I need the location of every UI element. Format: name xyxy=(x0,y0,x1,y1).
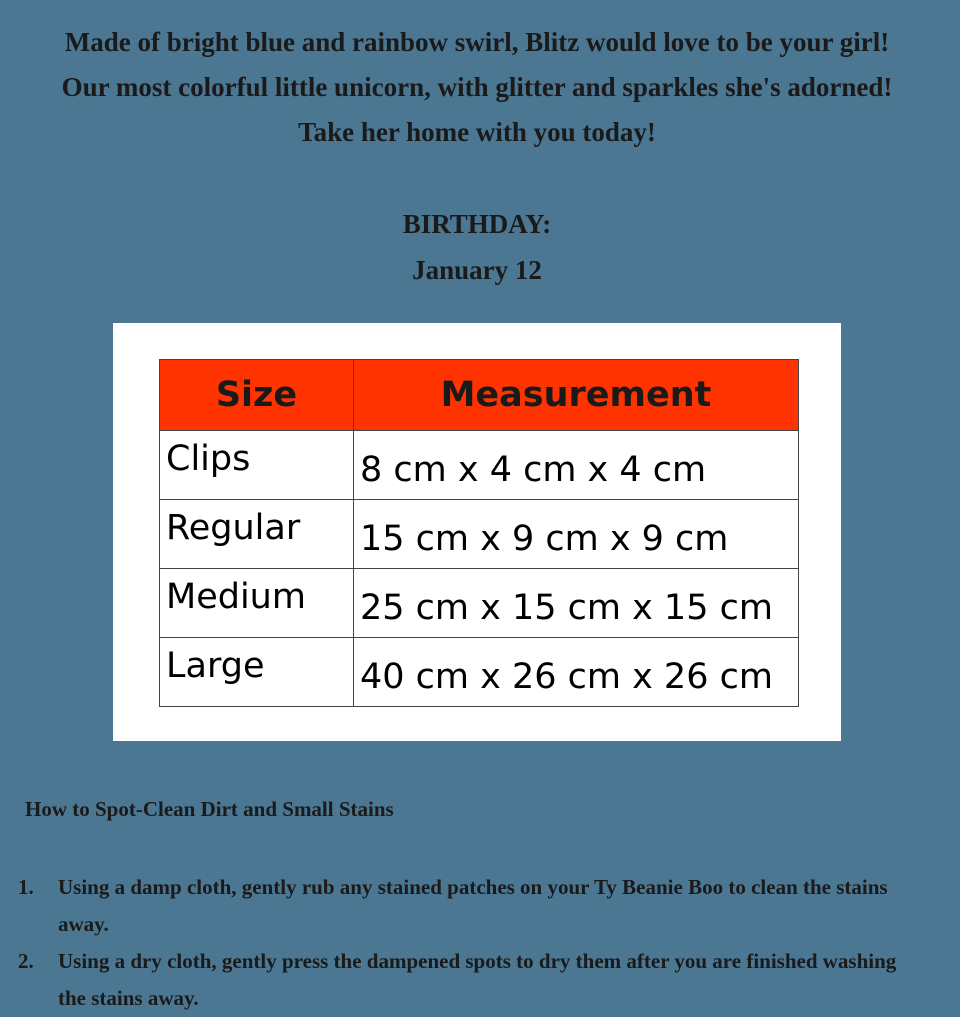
size-cell: Regular xyxy=(160,500,354,569)
care-instructions-heading: How to Spot-Clean Dirt and Small Stains xyxy=(25,797,394,821)
description-line: Take her home with you today! xyxy=(298,117,656,147)
table-row xyxy=(160,431,799,500)
list-item xyxy=(18,943,920,1017)
product-description xyxy=(0,20,954,155)
measurement-column-header: Measurement xyxy=(354,360,799,431)
size-cell: Medium xyxy=(160,569,354,638)
step-number: 2. xyxy=(18,949,34,973)
description-line: Our most colorful little unicorn, with glitter and sparkles she's adorned! xyxy=(61,72,893,102)
list-item xyxy=(18,869,920,943)
size-chart-image xyxy=(113,323,841,741)
measurement-cell: 40 cm x 26 cm x 26 cm xyxy=(354,638,799,707)
measurement-cell: 8 cm x 4 cm x 4 cm xyxy=(354,431,799,500)
table-row xyxy=(160,569,799,638)
birthday-section xyxy=(0,201,954,293)
table-row xyxy=(160,500,799,569)
step-number: 1. xyxy=(18,875,34,899)
size-cell: Large xyxy=(160,638,354,707)
measurement-cell: 25 cm x 15 cm x 15 cm xyxy=(354,569,799,638)
size-table xyxy=(159,359,799,707)
care-steps-list xyxy=(0,869,920,1017)
step-text: Using a dry cloth, gently press the dampened spots to dry them after you are finished washing the stains away. xyxy=(58,949,897,1010)
table-header-row xyxy=(160,360,799,431)
size-cell: Clips xyxy=(160,431,354,500)
step-text: Using a damp cloth, gently rub any stained patches on your Ty Beanie Boo to clean the stains away. xyxy=(58,875,888,936)
size-column-header: Size xyxy=(160,360,354,431)
birthday-date: January 12 xyxy=(412,255,542,285)
description-line: Made of bright blue and rainbow swirl, Blitz would love to be your girl! xyxy=(64,27,890,57)
measurement-cell: 15 cm x 9 cm x 9 cm xyxy=(354,500,799,569)
birthday-label: BIRTHDAY: xyxy=(402,209,552,239)
table-row xyxy=(160,638,799,707)
